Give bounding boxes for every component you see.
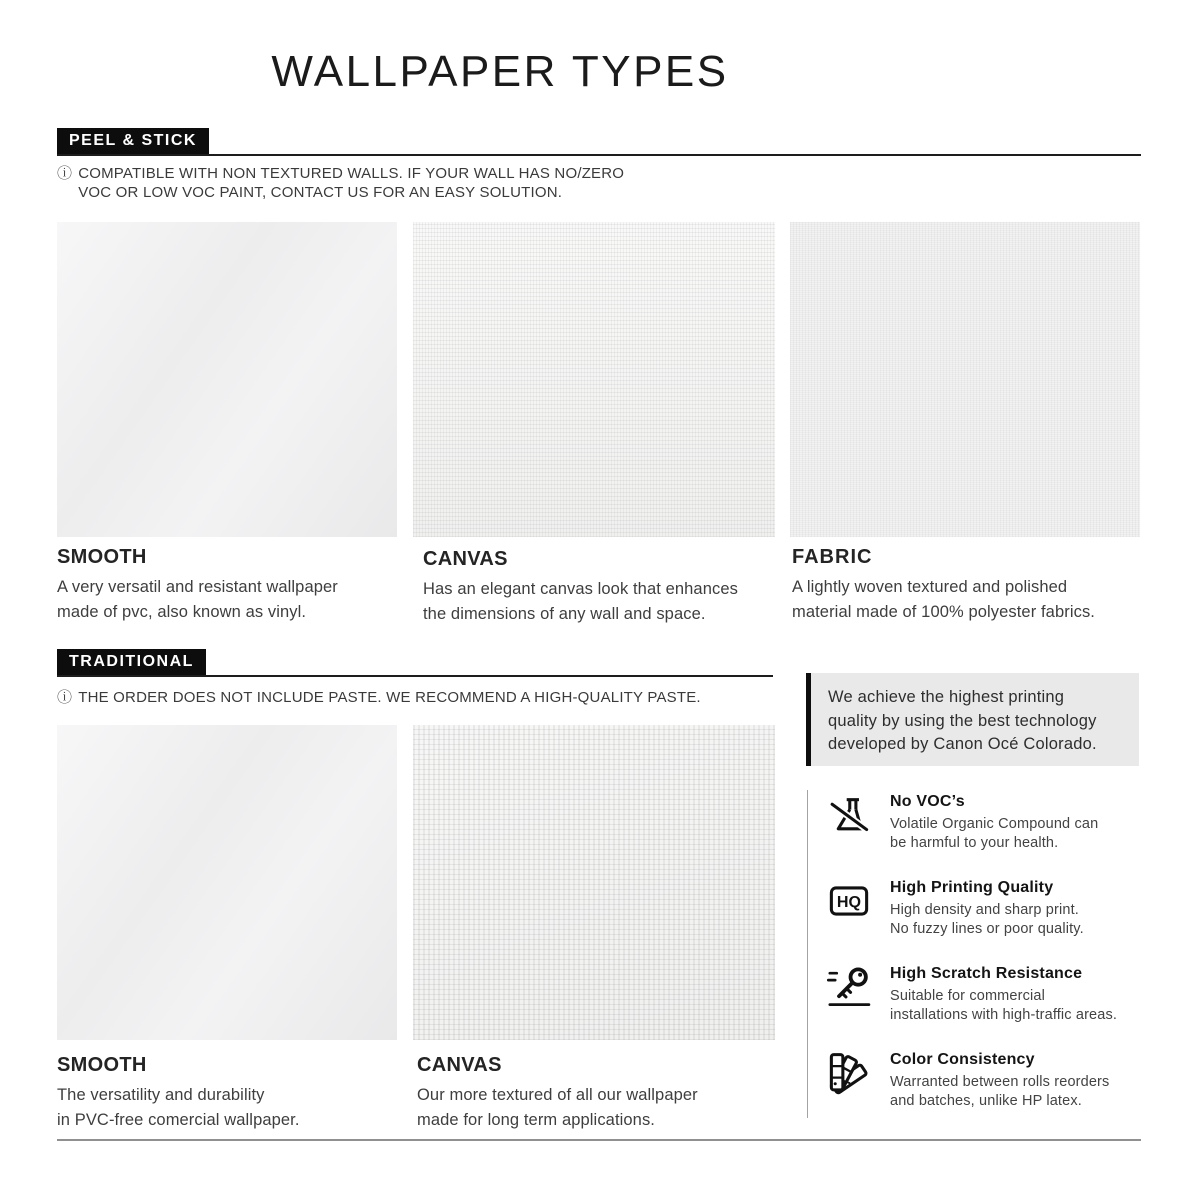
traditional-smooth-swatch [57,725,397,1040]
swatch-title: CANVAS [417,1054,502,1076]
callout-line: quality by using the best technology [828,711,1097,730]
feature-text [890,792,1098,853]
feature-title: High Scratch Resistance [890,965,1083,982]
feature-description [890,1073,1109,1111]
feature-title: High Printing Quality [890,879,1054,896]
section-rule-peel-stick [57,154,1141,156]
desc-line: the dimensions of any wall and space. [423,605,706,623]
swatch-description [417,1083,698,1133]
desc-line: be harmful to your health. [890,835,1059,851]
callout-line: developed by Canon Océ Colorado. [828,735,1097,753]
caption-peel-canvas [423,548,738,627]
feature-color-consistency [826,1050,1146,1111]
swatch-description [423,577,738,627]
key-scratch-icon [826,964,872,1010]
traditional-note [57,688,701,707]
desc-line: Suitable for commercial [890,988,1045,1004]
desc-line: installations with high-traffic areas. [890,1007,1118,1023]
callout-text [828,686,1097,757]
swatch-description [792,575,1095,625]
peel-stick-fabric-swatch [790,222,1140,537]
desc-line: in PVC-free comercial wallpaper. [57,1111,300,1129]
swatch-title: FABRIC [792,546,873,568]
feature-title: Color Consistency [890,1051,1035,1068]
feature-text [890,964,1117,1025]
swatch-title: SMOOTH [57,546,147,568]
desc-line: High density and sharp print. [890,902,1079,918]
section-badge-traditional: TRADITIONAL [57,649,206,676]
desc-line: made of pvc, also known as vinyl. [57,603,307,621]
info-icon: ⓘ [57,165,73,182]
page-title: WALLPAPER TYPES [271,47,729,96]
caption-traditional-smooth [57,1054,300,1133]
caption-peel-smooth [57,546,338,625]
color-fan-icon [826,1050,872,1096]
feature-text [890,1050,1109,1111]
features-divider-line [807,790,808,1118]
desc-line: Warranted between rolls reorders [890,1074,1110,1090]
desc-line: A lightly woven textured and polished [792,578,1068,596]
desc-line: A very versatil and resistant wallpaper [57,578,338,596]
feature-title: No VOC’s [890,793,965,810]
desc-line: Volatile Organic Compound can [890,816,1099,832]
swatch-title: SMOOTH [57,1054,147,1076]
section-rule-traditional [57,675,773,677]
peel-stick-canvas-swatch [413,222,775,537]
section-badge-peel-stick: PEEL & STICK [57,128,209,155]
feature-description [890,815,1098,853]
feature-high-printing-quality [826,878,1146,939]
feature-no-voc [826,792,1146,853]
desc-line: material made of 100% polyester fabrics. [792,603,1095,621]
feature-description [890,901,1084,939]
desc-line: Our more textured of all our wallpaper [417,1086,698,1104]
desc-line: Has an elegant canvas look that enhances [423,580,738,598]
swatch-description [57,575,338,625]
traditional-note-text [78,688,701,707]
peel-stick-smooth-swatch [57,222,397,537]
swatch-title: CANVAS [423,548,508,570]
info-icon: ⓘ [57,689,73,706]
note-line: THE ORDER DOES NOT INCLUDE PASTE. WE RECOMMEND A HIGH-QUALITY PASTE. [78,689,701,706]
no-voc-flask-icon [826,792,872,838]
hq-icon-label: HQ [836,893,862,912]
feature-description [890,987,1117,1025]
caption-traditional-canvas [417,1054,698,1133]
peel-stick-note-text [78,164,624,202]
caption-peel-fabric [792,546,1095,625]
desc-line: made for long term applications. [417,1111,655,1129]
swatch-description [57,1083,300,1133]
traditional-canvas-swatch [413,725,775,1040]
desc-line: The versatility and durability [57,1086,265,1104]
desc-line: and batches, unlike HP latex. [890,1093,1082,1109]
printing-quality-callout [806,673,1139,766]
feature-text [890,878,1084,939]
callout-accent-bar [806,673,811,766]
note-line: VOC OR LOW VOC PAINT, CONTACT US FOR AN EASY SOLUTION. [78,184,563,201]
bottom-divider-line [57,1139,1141,1141]
feature-high-scratch-resistance [826,964,1146,1025]
peel-stick-note [57,164,624,202]
callout-line: We achieve the highest printing [828,688,1065,706]
hq-badge-icon [826,878,872,924]
note-line: COMPATIBLE WITH NON TEXTURED WALLS. IF YOUR WALL HAS NO/ZERO [78,165,625,182]
desc-line: No fuzzy lines or poor quality. [890,921,1084,937]
